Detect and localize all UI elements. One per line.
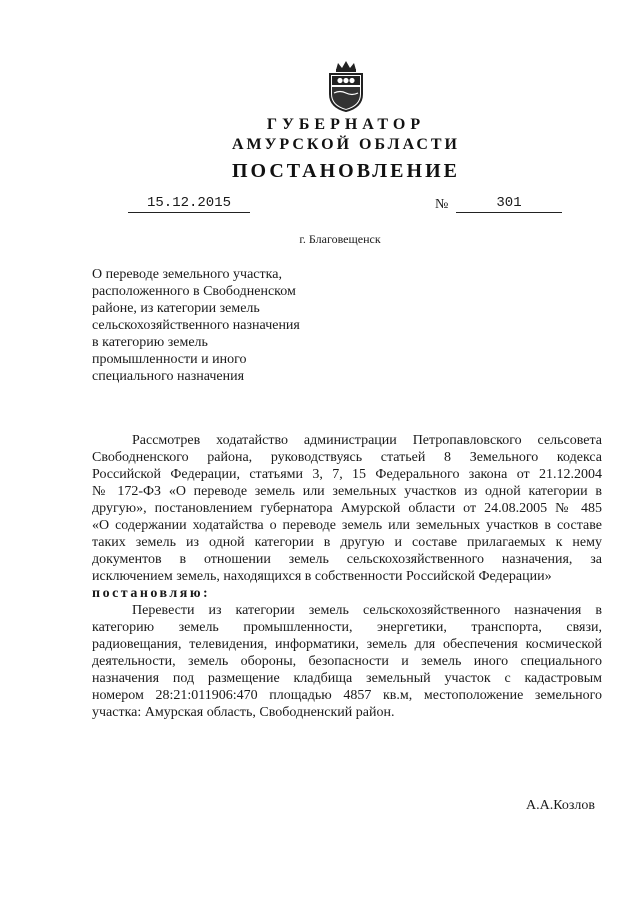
document-number: 301 — [456, 194, 562, 213]
subject-line: сельскохозяйственного назначения — [92, 318, 300, 333]
city: г. Благовещенск — [299, 232, 381, 246]
subject-line: расположенного в Свободненском — [92, 284, 296, 299]
header-title-governor: ГУБЕРНАТОР — [266, 116, 426, 133]
subject-line: в категорию земель — [92, 335, 208, 350]
header-title-resolution: ПОСТАНОВЛЕНИЕ — [232, 160, 460, 182]
body-line: «О содержании ходатайства о переводе земель или земельных участков в составе — [92, 518, 602, 533]
document-date: 15.12.2015 — [128, 194, 250, 213]
body-line: исключением земель, находящихся в собственности Российской Федерации» — [92, 569, 552, 584]
subject-line: районе, из категории земель — [92, 301, 260, 316]
number-sign: № — [435, 197, 449, 212]
amur-region-coat-of-arms-icon — [326, 60, 366, 112]
header-title-region: АМУРСКОЙ ОБЛАСТИ — [232, 136, 460, 153]
body-line: другую», постановлением губернатора Амурской области от 24.08.2005 № 485 — [92, 501, 602, 516]
document-body — [92, 432, 602, 721]
body-line: Российской Федерации, статьями 3, 7, 15 Федерального закона от 21.12.2004 — [92, 467, 602, 482]
body-line: Перевести из категории земель сельскохозяйственного назначения в — [132, 603, 602, 618]
body-line: номером 28:21:011906:470 площадью 4857 кв.м, местоположение земельного — [92, 688, 602, 703]
subject-line: промышленности и иного — [92, 352, 247, 367]
signature: А.А.Козлов — [526, 798, 595, 813]
body-line: документов в отношении земель сельскохозяйственного назначения, за — [92, 552, 602, 567]
body-line: таких земель из одной категории в другую и составе прилагаемых к нему — [92, 535, 602, 550]
body-line: деятельности, земель обороны, безопасности и земель иного специального — [92, 654, 602, 669]
body-line: назначения под размещение кладбища земельный участок с кадастровым — [92, 671, 602, 686]
subject-block — [92, 266, 352, 385]
body-line: № 172-ФЗ «О переводе земель или земельных участков из одной категории в — [92, 484, 602, 499]
resolve-word: постановляю: — [92, 586, 211, 601]
subject-line: специального назначения — [92, 369, 245, 384]
body-line: участка: Амурская область, Свободненский район. — [92, 705, 395, 720]
body-line: Рассмотрев ходатайство администрации Петропавловского сельсовета — [132, 433, 602, 448]
body-line: радиовещания, телевидения, информатики, земель для обеспечения космической — [92, 637, 602, 652]
body-line: Свободненского района, руководствуясь статьей 8 Земельного кодекса — [92, 450, 602, 465]
body-line: категорию земель промышленности, энергетики, транспорта, связи, — [92, 620, 602, 635]
subject-line: О переводе земельного участка, — [92, 267, 282, 282]
